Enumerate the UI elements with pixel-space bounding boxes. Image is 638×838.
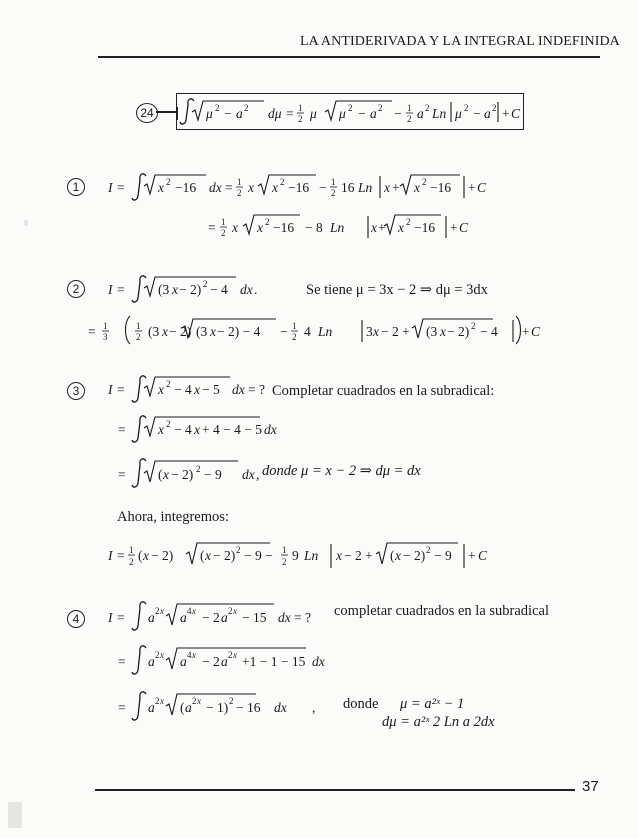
svg-text:(3: (3 [426, 324, 438, 339]
page-number: 37 [582, 778, 599, 795]
svg-text:=: = [117, 548, 125, 563]
svg-text:x: x [197, 696, 201, 706]
svg-text:(3: (3 [196, 324, 208, 339]
svg-text:(: ( [158, 467, 163, 482]
svg-text:x: x [160, 650, 164, 660]
svg-text:I: I [108, 180, 113, 195]
svg-text:− 8: − 8 [305, 220, 323, 235]
problem-3-line-2 [108, 412, 308, 448]
svg-text:x: x [162, 324, 168, 339]
svg-text:=: = [286, 106, 294, 121]
svg-text:2: 2 [426, 545, 431, 555]
svg-text:=: = [117, 282, 125, 297]
header-rule [98, 56, 600, 58]
svg-text:−: − [473, 106, 481, 121]
svg-text:4: 4 [304, 324, 311, 339]
problem-number-badge: 2 [67, 280, 85, 298]
svg-text:a: a [148, 610, 155, 625]
svg-text:dx: dx [278, 610, 291, 625]
svg-text:− 2): − 2) [171, 467, 194, 482]
svg-text:a: a [180, 654, 187, 669]
page-header-title: LA ANTIDERIVADA Y LA INTEGRAL INDEFINIDA [300, 34, 620, 49]
svg-text:−16: −16 [175, 180, 197, 195]
svg-text:− 4: − 4 [210, 282, 228, 297]
svg-text:x: x [336, 548, 342, 563]
problem-3-line-1 [108, 372, 268, 408]
formula-number-badge: 24 [136, 103, 158, 123]
svg-text:9: 9 [292, 548, 299, 563]
svg-text:− 16: − 16 [236, 700, 261, 715]
svg-text:x: x [371, 220, 377, 235]
svg-text:dx: dx [209, 180, 222, 195]
svg-text:2: 2 [265, 217, 270, 227]
svg-text:1: 1 [282, 545, 287, 555]
problem-4-line-3 [108, 688, 338, 728]
svg-text:−: − [224, 106, 232, 121]
footer-rule [95, 789, 575, 791]
problem-3-result [108, 538, 508, 578]
svg-text:+ 4 − 4 − 5: + 4 − 4 − 5 [202, 422, 262, 437]
svg-text:2: 2 [282, 557, 287, 567]
svg-text:x: x [160, 606, 164, 616]
svg-text:+: + [468, 548, 476, 563]
svg-text:−16: −16 [288, 180, 310, 195]
svg-text:Ln: Ln [432, 106, 447, 121]
svg-text:2: 2 [215, 103, 220, 113]
svg-text:dx: dx [312, 654, 325, 669]
svg-text:dx: dx [264, 422, 277, 437]
svg-text:(3: (3 [158, 282, 170, 297]
svg-text:x: x [192, 606, 196, 616]
svg-text:C: C [478, 548, 488, 563]
svg-text:x: x [398, 220, 404, 235]
svg-text:− 2): − 2) [169, 324, 192, 339]
svg-text:4: 4 [187, 650, 192, 660]
svg-text:+: + [378, 220, 386, 235]
svg-text:(: ( [390, 548, 395, 563]
svg-text:3: 3 [103, 332, 108, 342]
problem-number-badge: 1 [67, 178, 85, 196]
formula-24-rendering [178, 95, 522, 128]
svg-text:2: 2 [155, 650, 160, 660]
svg-text:2: 2 [422, 177, 427, 187]
svg-text:+: + [468, 180, 476, 195]
svg-text:Ln: Ln [358, 180, 373, 195]
svg-text:C: C [459, 220, 469, 235]
svg-text:x: x [158, 382, 164, 397]
svg-text:I: I [108, 610, 113, 625]
svg-text:−: − [319, 180, 327, 195]
svg-text:− 2): − 2) [179, 282, 202, 297]
svg-text:−: − [394, 106, 402, 121]
substitution-line-2: dμ = a²ˣ 2 Ln a 2dx [382, 714, 495, 730]
svg-text:=: = [118, 467, 126, 482]
svg-text:−: − [358, 106, 366, 121]
svg-text:2: 2 [166, 419, 171, 429]
instruction-text: Completar cuadrados en la subradical: [272, 383, 495, 399]
svg-text:2: 2 [407, 114, 412, 124]
svg-text:−16: −16 [414, 220, 436, 235]
svg-text:x: x [440, 324, 446, 339]
svg-text:1: 1 [298, 103, 303, 113]
svg-text:μ: μ [339, 106, 346, 121]
svg-text:− 4: − 4 [480, 324, 498, 339]
svg-text:+1 − 1 − 15: +1 − 1 − 15 [242, 654, 306, 669]
svg-text:− 2): − 2) [403, 548, 426, 563]
svg-text:+: + [522, 324, 530, 339]
svg-text:2: 2 [129, 557, 134, 567]
svg-text:I: I [108, 382, 113, 397]
svg-text:=: = [88, 324, 96, 339]
svg-text:dx: dx [240, 282, 253, 297]
svg-text:− 2: − 2 [202, 654, 220, 669]
svg-text:a: a [236, 106, 243, 121]
svg-text:x: x [232, 220, 238, 235]
svg-text:− 9 −: − 9 − [244, 548, 273, 563]
svg-text:− 1): − 1) [206, 700, 229, 715]
svg-text:x: x [158, 422, 164, 437]
instruction-text: completar cuadrados en la subradical [334, 603, 549, 619]
svg-text:2: 2 [229, 696, 234, 706]
svg-text:x: x [163, 467, 169, 482]
scan-speck [24, 220, 28, 226]
svg-text:−: − [280, 324, 288, 339]
svg-text:2: 2 [492, 103, 497, 113]
svg-text:Ln: Ln [304, 548, 319, 563]
svg-text:,: , [312, 700, 316, 715]
svg-text:4: 4 [187, 606, 192, 616]
section-text: Ahora, integremos: [117, 509, 229, 525]
svg-text:dx: dx [232, 382, 245, 397]
svg-text:(: ( [138, 548, 143, 563]
svg-text:2: 2 [464, 103, 469, 113]
svg-text:+: + [502, 106, 510, 121]
substitution-note: Se tiene μ = 3x − 2 ⇒ dμ = 3dx [306, 282, 488, 298]
svg-text:2: 2 [237, 188, 242, 198]
svg-text:16: 16 [341, 180, 355, 195]
problem-1-equations [108, 170, 488, 246]
svg-text:− 2): − 2) [213, 548, 236, 563]
svg-text:(: ( [180, 700, 185, 715]
svg-text:dx: dx [242, 467, 255, 482]
svg-text:a: a [370, 106, 377, 121]
svg-text:+: + [450, 220, 458, 235]
svg-text:1: 1 [136, 321, 141, 331]
svg-text:1: 1 [237, 177, 242, 187]
svg-text:x: x [205, 548, 211, 563]
svg-text:=: = [118, 654, 126, 669]
svg-text:2: 2 [280, 177, 285, 187]
svg-text:− 4: − 4 [174, 422, 192, 437]
svg-text:I: I [108, 548, 113, 563]
svg-text:a: a [148, 654, 155, 669]
svg-text:2: 2 [244, 103, 249, 113]
svg-text:=: = [118, 422, 126, 437]
svg-text:− 9: − 9 [434, 548, 452, 563]
svg-text:a: a [180, 610, 187, 625]
svg-text:x: x [395, 548, 401, 563]
svg-text:dμ: dμ [268, 106, 282, 121]
svg-text:μ: μ [310, 106, 317, 121]
svg-text:=: = [225, 180, 233, 195]
svg-text:Ln: Ln [318, 324, 333, 339]
substitution-note: donde μ = x − 2 ⇒ dμ = dx [262, 463, 421, 479]
svg-text:C: C [531, 324, 541, 339]
svg-text:2: 2 [378, 103, 383, 113]
formula-connector-line [156, 111, 176, 113]
svg-text:2: 2 [166, 379, 171, 389]
svg-text:− 2): − 2) [447, 324, 470, 339]
svg-text:− 2) − 4: − 2) − 4 [217, 324, 261, 339]
donde-label: donde [343, 696, 390, 712]
problem-number-badge: 4 [67, 610, 85, 628]
svg-text:a: a [221, 654, 228, 669]
svg-text:2: 2 [192, 696, 197, 706]
svg-text:2: 2 [155, 696, 160, 706]
svg-text:2: 2 [136, 332, 141, 342]
svg-text:2: 2 [425, 103, 430, 113]
svg-text:2: 2 [196, 464, 201, 474]
svg-text:x: x [248, 180, 254, 195]
svg-text:(3: (3 [148, 324, 160, 339]
svg-text:.: . [254, 282, 258, 297]
svg-text:1: 1 [292, 321, 297, 331]
svg-text:− 2: − 2 [202, 610, 220, 625]
svg-text:x: x [194, 382, 200, 397]
svg-text:− 15: − 15 [242, 610, 267, 625]
problem-4-line-2 [108, 642, 368, 682]
svg-text:a: a [185, 700, 192, 715]
svg-text:(: ( [200, 548, 205, 563]
svg-text:x: x [172, 282, 178, 297]
svg-text:x: x [160, 696, 164, 706]
svg-text:,: , [256, 467, 260, 482]
svg-text:x: x [158, 180, 164, 195]
svg-text:2: 2 [236, 545, 241, 555]
svg-text:a: a [417, 106, 424, 121]
svg-text:C: C [477, 180, 487, 195]
problem-number-badge: 3 [67, 382, 85, 400]
svg-text:2: 2 [298, 114, 303, 124]
svg-text:x: x [384, 180, 390, 195]
svg-text:1: 1 [331, 177, 336, 187]
svg-text:2: 2 [221, 228, 226, 238]
problem-4-line-1 [108, 598, 348, 638]
svg-text:x: x [194, 422, 200, 437]
svg-text:1: 1 [129, 545, 134, 555]
svg-text:x: x [192, 650, 196, 660]
svg-text:x: x [257, 220, 263, 235]
svg-text:x: x [414, 180, 420, 195]
svg-text:− 9: − 9 [204, 467, 222, 482]
svg-text:= ?: = ? [248, 382, 265, 397]
svg-text:2: 2 [292, 332, 297, 342]
svg-text:I: I [108, 282, 113, 297]
svg-text:=: = [117, 610, 125, 625]
svg-text:a: a [221, 610, 228, 625]
substitution-line-1: μ = a²ˣ − 1 [400, 696, 465, 712]
svg-text:− 2): − 2) [151, 548, 174, 563]
svg-text:2: 2 [406, 217, 411, 227]
svg-text:−16: −16 [273, 220, 295, 235]
svg-text:− 2 +: − 2 + [344, 548, 373, 563]
svg-text:μ: μ [206, 106, 213, 121]
scan-speck [8, 802, 22, 828]
svg-text:x: x [272, 180, 278, 195]
svg-text:2: 2 [155, 606, 160, 616]
svg-text:3: 3 [366, 324, 373, 339]
svg-text:x: x [373, 324, 379, 339]
svg-text:−16: −16 [430, 180, 452, 195]
svg-text:=: = [208, 220, 216, 235]
svg-text:=: = [117, 382, 125, 397]
svg-text:a: a [484, 106, 491, 121]
svg-text:− 4: − 4 [174, 382, 192, 397]
svg-text:1: 1 [221, 217, 226, 227]
svg-text:1: 1 [103, 321, 108, 331]
svg-text:=: = [118, 700, 126, 715]
svg-text:μ: μ [455, 106, 462, 121]
svg-text:2: 2 [471, 321, 476, 331]
svg-text:2: 2 [166, 177, 171, 187]
svg-text:x: x [143, 548, 149, 563]
svg-text:2: 2 [228, 606, 233, 616]
svg-text:1: 1 [407, 103, 412, 113]
svg-text:=: = [117, 180, 125, 195]
svg-text:a: a [148, 700, 155, 715]
svg-text:x: x [233, 606, 237, 616]
svg-text:x: x [210, 324, 216, 339]
svg-text:2: 2 [348, 103, 353, 113]
svg-text:= ?: = ? [294, 610, 311, 625]
svg-text:C: C [511, 106, 521, 121]
svg-text:+: + [392, 180, 400, 195]
svg-text:2: 2 [331, 188, 336, 198]
svg-text:2: 2 [228, 650, 233, 660]
svg-text:− 2 +: − 2 + [381, 324, 410, 339]
svg-text:x: x [233, 650, 237, 660]
svg-text:2: 2 [203, 279, 208, 289]
svg-text:Ln: Ln [330, 220, 345, 235]
svg-text:− 5: − 5 [202, 382, 220, 397]
substitution-note [343, 696, 389, 713]
svg-text:dx: dx [274, 700, 287, 715]
